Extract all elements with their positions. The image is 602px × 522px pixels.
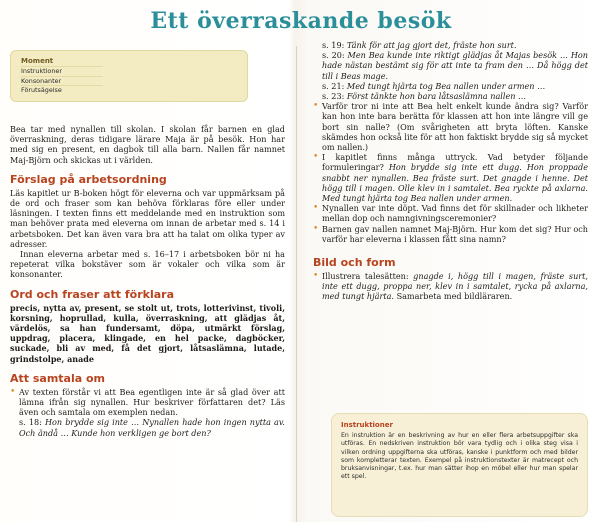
bullet-text: Samarbeta med bildläraren. — [396, 291, 513, 302]
quote-text: Tänk för att jag gjort det, fräste hon surt. — [346, 40, 517, 50]
quote-label: s. 18: — [19, 417, 42, 428]
section-heading-bild: Bild och form — [313, 256, 396, 270]
bullet-item — [313, 224, 588, 244]
bullet-text: Varför tror ni inte att Bea helt enkelt kunde ändra sig? Varför kan hon inte bara berätta för klassen att hon inte längre vill ge bort sin nalle? (Om svårigheten att bryta löften. Kanske skämdes hon också lite för att hon faktiskt brydde sig så mycket om nallen.) — [322, 101, 588, 153]
bild-list — [313, 271, 588, 302]
forslag-paragraph-2: Innan eleverna arbetar med s. 16–17 i arbetsboken bör ni ha repeterat vilka bokstäver som är vokaler och vilka som är konsonanter. — [10, 249, 285, 280]
samtala-list — [10, 387, 285, 418]
quote-block — [10, 417, 285, 437]
moment-item: Konsonanter — [21, 76, 103, 86]
column-gutter — [296, 46, 297, 522]
bullet-item — [313, 203, 588, 223]
page-title: Ett överraskande besök — [150, 8, 452, 34]
quote-s21 — [322, 81, 588, 91]
quote-text: Hon brydde sig inte … Nynallen hade hon ingen nytta av. Och ändå … Kunde hon verkligen ge bort den? — [19, 417, 286, 438]
instruktioner-text: En instruktion är en beskrivning av hur en eller flera arbetsuppgifter ska utföras. En nedskriven instruktion bör vara tydlig och i olika steg visa i vilken ordning uppgifterna ska utföras, kanske i punktform och med bilder som kompletterar texten. Exempel på instruktionstexter är matrecept och bruksanvisningar, t.ex. hur man sätter ihop en möbel eller hur man spelar ett spel. — [341, 432, 578, 481]
quote-block-continued — [313, 40, 588, 101]
moment-item: Förutsägelse — [21, 85, 103, 95]
left-column — [10, 50, 285, 438]
moment-heading: Moment — [21, 57, 54, 65]
quote-text: Men Bea kunde inte riktigt glädjas åt Majas besök … Hon hade nästan bestämt sig för att inte ta fram den … Då högg det till i Beas mage. — [322, 50, 589, 81]
quote-s18 — [19, 417, 285, 437]
bullet-text: Av texten förstår vi att Bea egentligen inte är så glad över att lämna ifrån sig nynallen. Hur beskriver författaren det? Läs även och samtala om exemplen nedan. — [19, 386, 285, 418]
section-heading-ord: Ord och fraser att förklara — [10, 287, 175, 301]
right-column — [313, 40, 588, 302]
instruktioner-heading: Instruktioner — [341, 421, 393, 429]
word-list: precis, nytta av, present, se stolt ut, trots, lotterivinst, tivoli, korsning, hoprullad, kulla, överraskning, att glädjas åt, värdelös, sa han fundersamt, döpa, utmärkt förslag, uppdrag, placera, klingade, en hel packe, dagböcker, suckade, bli av med, få det gjort, låtsaslämna, lutade, grindstolpe, anade — [10, 302, 285, 364]
quote-s23 — [322, 91, 588, 101]
moment-item: Instruktioner — [21, 66, 103, 76]
bullet-text: Barnen gav nallen namnet Maj-Björn. Hur kom det sig? Hur och varför har eleverna i klassen fått sina namn? — [322, 223, 588, 244]
quote-s20 — [322, 50, 588, 81]
quote-s19 — [322, 40, 588, 50]
bullet-text: Illustrera talesätten: — [322, 271, 409, 282]
quote-text: Med tungt hjärta tog Bea nallen under armen … — [346, 80, 546, 91]
bullet-italic-text: Hon brydde sig inte ett dugg. Hon proppade snabbt ner nynallen. Bea fräste surt. Det gnagde i henne. Det högg till i magen. Olle klev in i samtalet. Bea ryckte på axlarna. Med tungt hjärta tog Bea nallen under armen. — [322, 162, 588, 204]
bullet-item — [10, 387, 285, 418]
forslag-paragraph-1: Läs kapitlet ur B-boken högt för eleverna och var uppmärksam på de ord och fraser som kan behöva förklaras före eller under läsningen. I texten finns ett meddelande med en instruktion som man behöver prata med eleverna om innan de arbetar med s. 14 i arbetsboken. Det kan även vara bra att ha talat om olika typer av adresser. — [10, 187, 285, 249]
bullet-text: I kapitlet finns många uttryck. Vad betyder följande formuleringar? — [322, 152, 588, 173]
quote-text: Först tänkte hon bara låtsaslämna nallen … — [346, 91, 527, 102]
bullet-item — [313, 271, 588, 302]
quote-label: s. 23: — [322, 91, 345, 102]
section-heading-samtala: Att samtala om — [10, 371, 106, 385]
moment-box — [10, 50, 248, 102]
bullet-item — [313, 101, 588, 152]
quote-label: s. 21: — [322, 80, 345, 91]
quote-label: s. 19: — [322, 40, 345, 50]
section-heading-forslag: Förslag på arbetsordning — [10, 172, 167, 186]
samtala-list-continued — [313, 101, 588, 244]
bullet-text: Nynallen var inte döpt. Vad finns det för skillnader och likheter mellan dop och namngivningsceremonier? — [322, 203, 588, 224]
bullet-item — [313, 152, 588, 203]
instruktioner-box — [331, 413, 588, 517]
intro-paragraph: Bea tar med nynallen till skolan. I skolan får barnen en glad överraskning, deras tidigare lärare Maja är på besök. Hon har med sig en present, en dagbok till alla barn. Nallen får namnet Maj-Björn och skickas ut i världen. — [10, 124, 285, 165]
bullet-italic-text: gnagde i, högg till i magen, fräste surt, inte ett dugg, proppa ner, klev in i samtalet, rycka på axlarna, med tungt hjärta. — [322, 271, 588, 302]
quote-label: s. 20: — [322, 50, 345, 61]
